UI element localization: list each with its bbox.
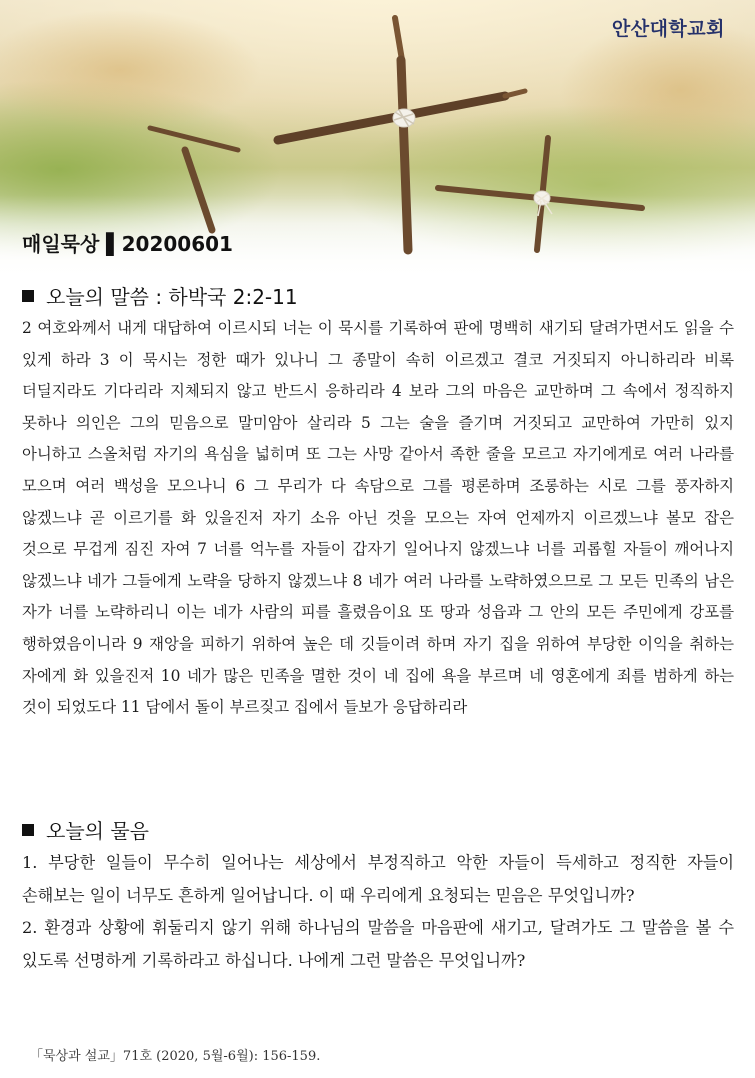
source-citation: 「묵상과 설교」71호 (2020, 5월-6월): 156-159. (30, 1049, 321, 1064)
church-name: 안산대학교회 (611, 18, 725, 40)
page-title: 매일묵상 ▌20200601 (22, 232, 233, 256)
scripture-heading (22, 281, 298, 310)
square-bullet-icon (22, 290, 34, 302)
questions-heading-text: 오늘의 물음 (46, 819, 149, 843)
question-item: 1. 부당한 일들이 무수히 일어나는 세상에서 부정직하고 악한 자들이 득세하고 정직한 자들이 손해보는 일이 너무도 흔하게 일어납니다. 이 때 우리에게 요청되는 믿음은 무엇입니까? (22, 853, 734, 905)
question-list (22, 847, 734, 977)
scripture-passage: 2 여호와께서 내게 대답하여 이르시되 너는 이 묵시를 기록하여 판에 명백히 새기되 달려가면서도 읽을 수 있게 하라 3 이 묵시는 정한 때가 있나니 그 종말이 속히 이르겠고 결코 거짓되지 아니하리라 비록 더딜지라도 기다리라 지체되지 않고 반드시 응하리라 4 보라 그의 마음은 교만하며 그 속에서 정직하지 못하나 의인은 그의 믿음으로 말미암아 살리라 5 그는 술을 즐기며 거짓되고 교만하여 가만히 있지 아니하고 스올처럼 자기의 욕심을 넓히며 또 그는 사망 같아서 족한 줄을 모르고 자기에게로 여러 나라를 모으며 여러 백성을 모으나니 6 그 무리가 다 속담으로 그를 평론하며 조롱하는 시로 그를 풍자하지 않겠느냐 곧 이르기를 화 있을진저 자기 소유 아닌 것을 모으는 자여 언제까지 이르겠느냐 볼모 잡은 것으로 무겁게 짐진 자여 7 너를 억누를 자들이 갑자기 일어나지 않겠느냐 너를 괴롭힐 자들이 깨어나지 않겠느냐 네가 그들에게 노략을 당하지 않겠느냐 8 네가 여러 나라를 노략하였으므로 그 모든 민족의 남은 자가 너를 노략하리니 이는 네가 사람의 피를 흘렸음이요 또 땅과 성읍과 그 안의 모든 주민에게 강포를 행하였음이니라 9 재앙을 피하기 위하여 높은 데 깃들이려 하며 자기 집을 위하여 부당한 이익을 취하는 자에게 화 있을진저 10 네가 많은 민족을 멸한 것이 네 집에 욕을 부르며 네 영혼에게 죄를 범하게 하는 것이 되었도다 11 담에서 돌이 부르짖고 집에서 들보가 응답하리라 (22, 319, 734, 717)
question-item: 2. 환경과 상황에 휘둘리지 않기 위해 하나님의 말씀을 마음판에 새기고, 달려가도 그 말씀을 볼 수 있도록 선명하게 기록하라고 하십니다. 나에게 그런 말씀은 무엇입니까? (22, 918, 734, 970)
questions-heading (22, 815, 149, 844)
square-bullet-icon (22, 824, 34, 836)
scripture-heading-text: 오늘의 말씀 : 하박국 2:2-11 (46, 285, 298, 309)
